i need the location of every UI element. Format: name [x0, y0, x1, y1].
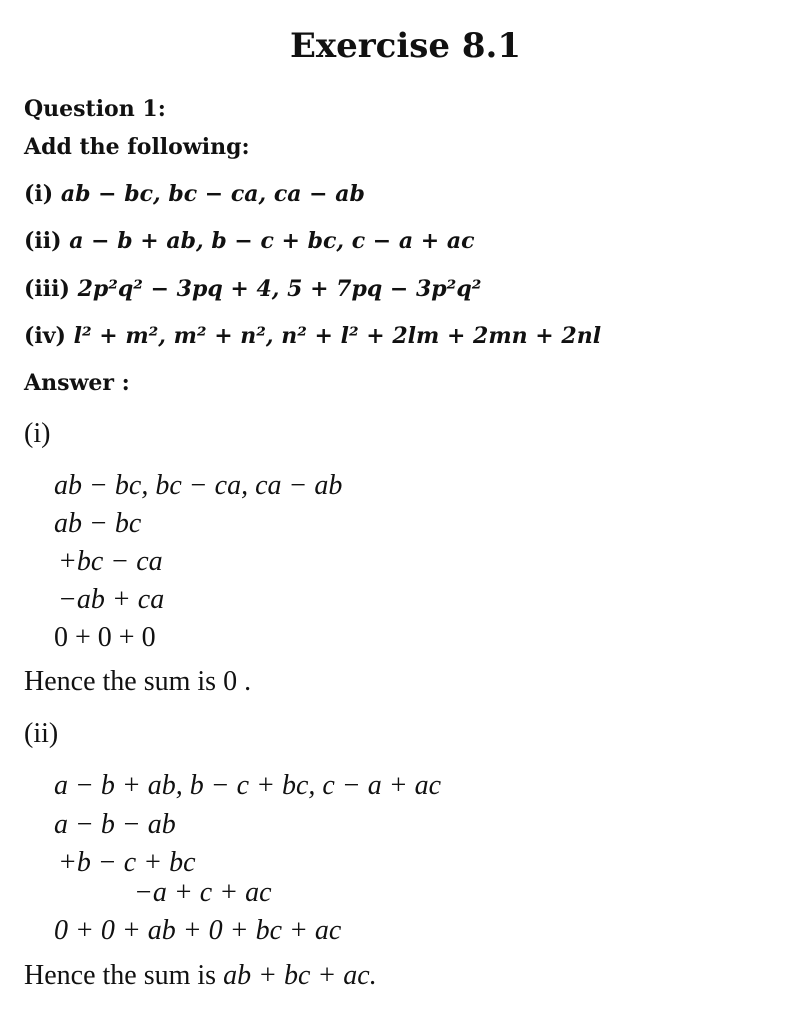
- solution-i-line: 0 + 0 + 0: [54, 622, 156, 653]
- question-part-ii: [24, 228, 475, 254]
- solution-ii-line: +b − c + bc: [58, 847, 196, 878]
- solution-ii-conclusion: [24, 960, 377, 992]
- part-expression: 2p²q² − 3pq + 4, 5 + 7pq − 3p²q²: [77, 276, 482, 302]
- question-part-iii: [24, 276, 481, 302]
- part-expression: l² + m², m² + n², n² + l² + 2lm + 2mn + 2nl: [73, 323, 602, 349]
- question-instruction: Add the following:: [24, 134, 250, 160]
- page-title: Exercise 8.1: [289, 26, 522, 66]
- part-expression: a − b + ab, b − c + bc, c − a + ac: [69, 228, 475, 254]
- question-part-iv: [24, 323, 601, 349]
- solution-i-conclusion: [24, 666, 251, 698]
- conclusion-text: Hence the sum is: [24, 960, 224, 991]
- solution-i-line: ab − bc, bc − ca, ca − ab: [54, 470, 343, 501]
- solution-ii-line: a − b + ab, b − c + bc, c − a + ac: [54, 770, 442, 801]
- solution-i-label: (i): [24, 418, 51, 449]
- part-expression: ab − bc, bc − ca, ca − ab: [60, 181, 365, 207]
- part-label: (iii): [24, 276, 70, 302]
- conclusion-math: ab + bc + ac.: [223, 960, 377, 991]
- solution-ii-line: −a + c + ac: [134, 877, 272, 908]
- question-heading: Question 1:: [24, 96, 166, 122]
- answer-heading: Answer :: [24, 370, 130, 396]
- conclusion-text: Hence the sum is 0 .: [24, 666, 252, 697]
- part-label: (iv): [24, 323, 66, 349]
- part-label: (i): [24, 181, 54, 207]
- solution-i-line: +bc − ca: [58, 546, 163, 577]
- solution-ii-line: 0 + 0 + ab + 0 + bc + ac: [54, 915, 342, 946]
- solution-ii-label: (ii): [24, 718, 59, 749]
- solution-i-line: ab − bc: [54, 508, 142, 539]
- part-label: (ii): [24, 228, 62, 254]
- solution-i-line: −ab + ca: [58, 584, 165, 615]
- solution-ii-line: a − b − ab: [54, 809, 176, 840]
- question-part-i: [24, 181, 365, 207]
